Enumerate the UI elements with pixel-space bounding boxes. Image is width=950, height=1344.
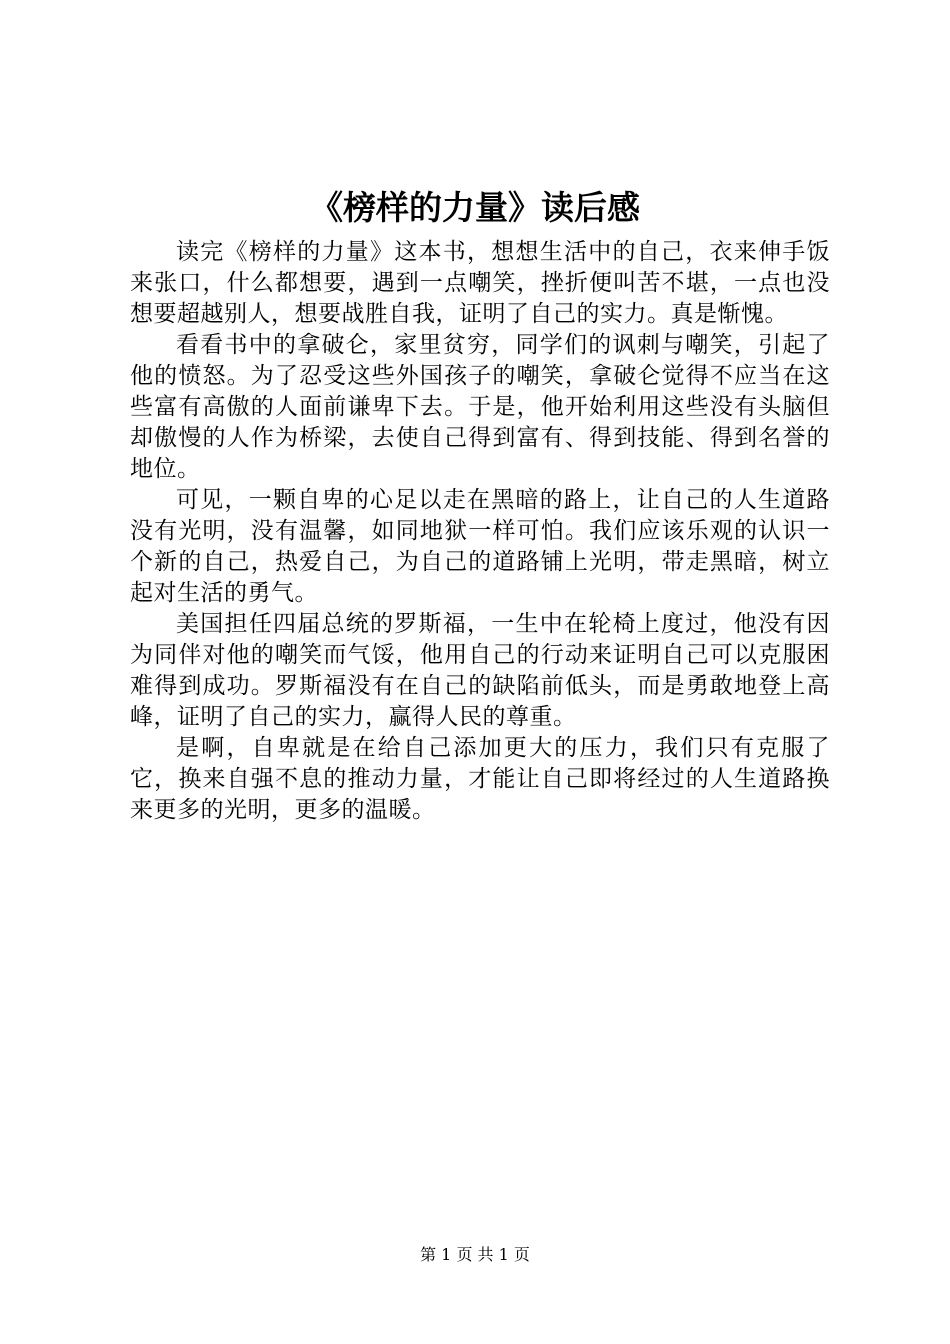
paragraph: 看看书中的拿破仑，家里贫穷，同学们的讽刺与嘲笑，引起了他的愤怒。为了忍受这些外国孩子的嘲笑，拿破仑觉得不应当在这些富有高傲的人面前谦卑下去。于是，他开始利用这些没有头脑但却傲慢的人作为桥梁，去使自己得到富有、得到技能、得到名誉的地位。: [130, 332, 830, 482]
paragraph: 读完《榜样的力量》这本书，想想生活中的自己，衣来伸手饭来张口，什么都想要，遇到一点嘲笑，挫折便叫苦不堪，一点也没想要超越别人，想要战胜自我，证明了自己的实力。真是惭愧。: [130, 239, 830, 327]
paragraph: 可见，一颗自卑的心足以走在黑暗的路上，让自己的人生道路没有光明，没有温馨，如同地狱一样可怕。我们应该乐观的认识一个新的自己，热爱自己，为自己的道路铺上光明，带走黑暗，树立起对生活的勇气。: [130, 487, 830, 606]
document-title: 《榜样的力量》读后感: [310, 188, 640, 227]
page-footer: 第 1 页 共 1 页: [420, 1245, 530, 1264]
document-body: [130, 237, 830, 826]
paragraph: 是啊，自卑就是在给自己添加更大的压力，我们只有克服了它，换来自强不息的推动力量，才能让自己即将经过的人生道路换来更多的光明，更多的温暖。: [130, 735, 830, 823]
paragraph: 美国担任四届总统的罗斯福，一生中在轮椅上度过，他没有因为同伴对他的嘲笑而气馁，他用自己的行动来证明自己可以克服困难得到成功。罗斯福没有在自己的缺陷前低头，而是勇敢地登上高峰，证明了自己的实力，赢得人民的尊重。: [130, 611, 830, 730]
